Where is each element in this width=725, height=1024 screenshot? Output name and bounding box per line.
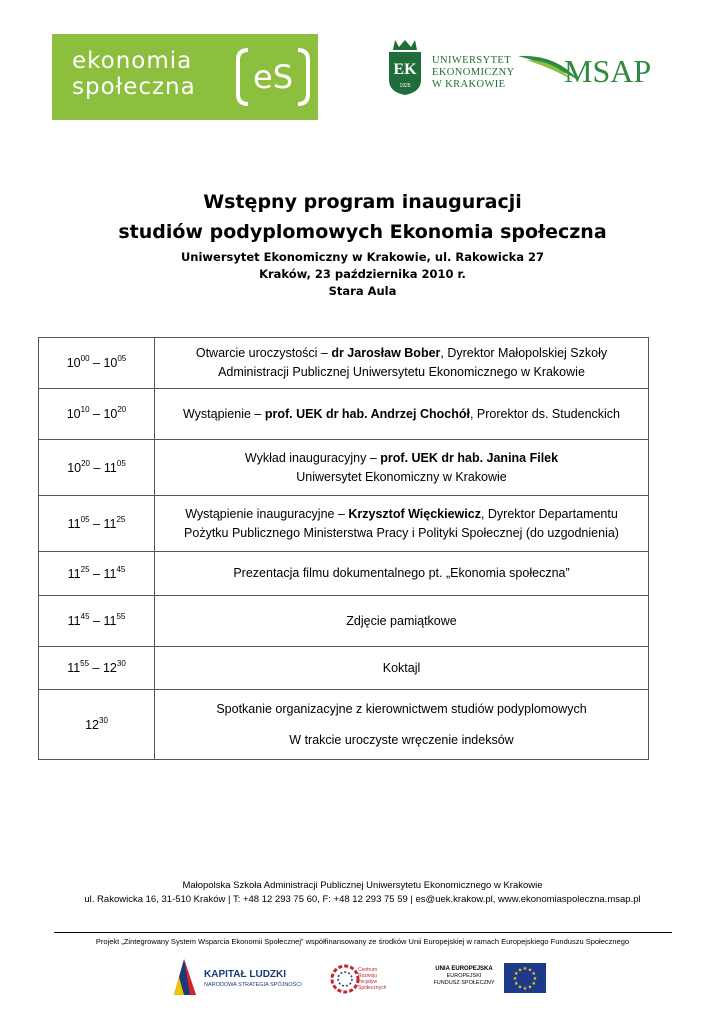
schedule-row — [39, 338, 649, 389]
schedule-description: Koktajl — [155, 647, 649, 690]
svg-text:★: ★ — [514, 981, 519, 987]
svg-text:MSAP: MSAP — [564, 53, 652, 89]
kapital-ludzki-subtitle: NARODOWA STRATEGIA SPÓJNOŚCI — [204, 982, 302, 988]
uek-line1: UNIWERSYTET — [432, 55, 512, 66]
uek-line2: EKONOMICZNY — [432, 67, 515, 78]
svg-text:★: ★ — [512, 976, 518, 982]
svg-text:eS: eS — [253, 58, 293, 96]
schedule-row — [39, 552, 649, 596]
schedule-row — [39, 596, 649, 647]
svg-text:★: ★ — [514, 971, 519, 977]
schedule-time: $10^{10} - 10^{20}$ — [39, 389, 155, 440]
schedule-row — [39, 440, 649, 496]
svg-text:★: ★ — [517, 984, 523, 991]
schedule-time: $10^{20} - 11^{05}$ — [39, 440, 155, 496]
cris-circle-icon — [330, 958, 360, 1000]
footer-divider — [54, 932, 672, 933]
svg-text:★: ★ — [532, 976, 538, 982]
schedule-row — [39, 496, 649, 552]
svg-text:★: ★ — [531, 981, 536, 987]
schedule-description: Wykład inauguracyjny – prof. UEK dr hab. Janina Filek Uniwersytet Ekonomiczny w Krakowie — [155, 440, 649, 496]
event-room: Stara Aula — [328, 284, 397, 298]
schedule-time: $11^{45} - 11^{55}$ — [39, 596, 155, 647]
svg-text:EK: EK — [393, 61, 417, 78]
schedule-row — [39, 647, 649, 690]
venue: Uniwersytet Ekonomiczny w Krakowie, ul. Rakowicka 27 — [180, 250, 545, 264]
footer-project-note: Projekt „Zintegrowany System Wsparcia Ekonomii Społecznej” współfinansowany ze środków Unii Europejskiej w ramach Europejskiego Funduszu Społecznego — [95, 937, 630, 946]
schedule-row — [39, 690, 649, 760]
es-logo-line1: ekonomia — [72, 48, 193, 74]
svg-text:1925: 1925 — [399, 83, 411, 89]
schedule-description: Wystąpienie inauguracyjne – Krzysztof Więckiewicz, Dyrektor Departamentu Pożytku Publicznego Ministerstwa Pracy i Polityki Społecznej (do uzgodnienia) — [155, 496, 649, 552]
cris-logo — [330, 958, 405, 1000]
page-title-line1: Wstępny program inauguracji — [203, 191, 522, 213]
cris-text: Centrum Rozwoju Inicjatyw Społecznych — [358, 967, 387, 991]
schedule-row — [39, 389, 649, 440]
es-logo-text — [72, 48, 196, 100]
uek-line3: W KRAKOWIE — [432, 79, 506, 90]
schedule-description: Wystąpienie – prof. UEK dr hab. Andrzej Chochół, Prorektor ds. Studenckich — [155, 389, 649, 440]
schedule-time: $10^{00} - 10^{05}$ — [39, 338, 155, 389]
svg-text:★: ★ — [527, 984, 533, 991]
footer-contact: ul. Rakowicka 16, 31-510 Kraków | T: +48 12 293 75 60, F: +48 12 293 75 59 | es@uek.krakow.pl, www.ekonomiaspoleczna.msap.pl — [84, 894, 641, 905]
schedule-table — [38, 337, 649, 760]
schedule-description: Prezentacja filmu dokumentalnego pt. „Ekonomia społeczna” — [155, 552, 649, 596]
event-date: Kraków, 23 października 2010 r. — [259, 267, 466, 281]
schedule-description: Otwarcie uroczystości – dr Jarosław Bober, Dyrektor Małopolskiej Szkoły Administracji Publicznej Uniwersytetu Ekonomicznego w Krakowie — [155, 338, 649, 389]
uek-logo-text — [432, 55, 515, 91]
eu-flag-icon — [504, 963, 546, 993]
schedule-time: $11^{05} - 11^{25}$ — [39, 496, 155, 552]
svg-text:★: ★ — [522, 966, 528, 972]
uek-crest-icon — [386, 38, 424, 96]
page-title-line2: studiów podyplomowych Ekonomia społeczna — [118, 221, 607, 243]
schedule-time: $11^{25} - 11^{45}$ — [39, 552, 155, 596]
ekonomia-spoleczna-logo — [52, 34, 318, 120]
schedule-description: Zdjęcie pamiątkowe — [155, 596, 649, 647]
schedule-time: $11^{55} - 12^{30}$ — [39, 647, 155, 690]
svg-text:★: ★ — [517, 967, 523, 974]
svg-text:★: ★ — [531, 971, 536, 977]
svg-text:★: ★ — [527, 967, 533, 974]
svg-text:★: ★ — [522, 986, 528, 992]
msap-logo — [516, 50, 676, 90]
kapital-ludzki-title: KAPITAŁ LUDZKI — [204, 969, 287, 980]
schedule-time: $12^{30}$ — [39, 690, 155, 760]
es-logo-line2: społeczna — [72, 74, 196, 100]
eu-fund-text: UNIA EUROPEJSKA EUROPEJSKI FUNDUSZ SPOŁECZNY — [433, 966, 495, 986]
es-mark-icon — [234, 44, 312, 110]
kapital-ludzki-icon — [170, 955, 200, 1001]
kapital-ludzki-logo — [170, 955, 310, 1001]
footer-organization: Małopolska Szkoła Administracji Publicznej Uniwersytetu Ekonomicznego w Krakowie — [182, 880, 543, 891]
schedule-description: Spotkanie organizacyjne z kierownictwem studiów podyplomowych W trakcie uroczyste wręczenie indeksów — [155, 690, 649, 760]
